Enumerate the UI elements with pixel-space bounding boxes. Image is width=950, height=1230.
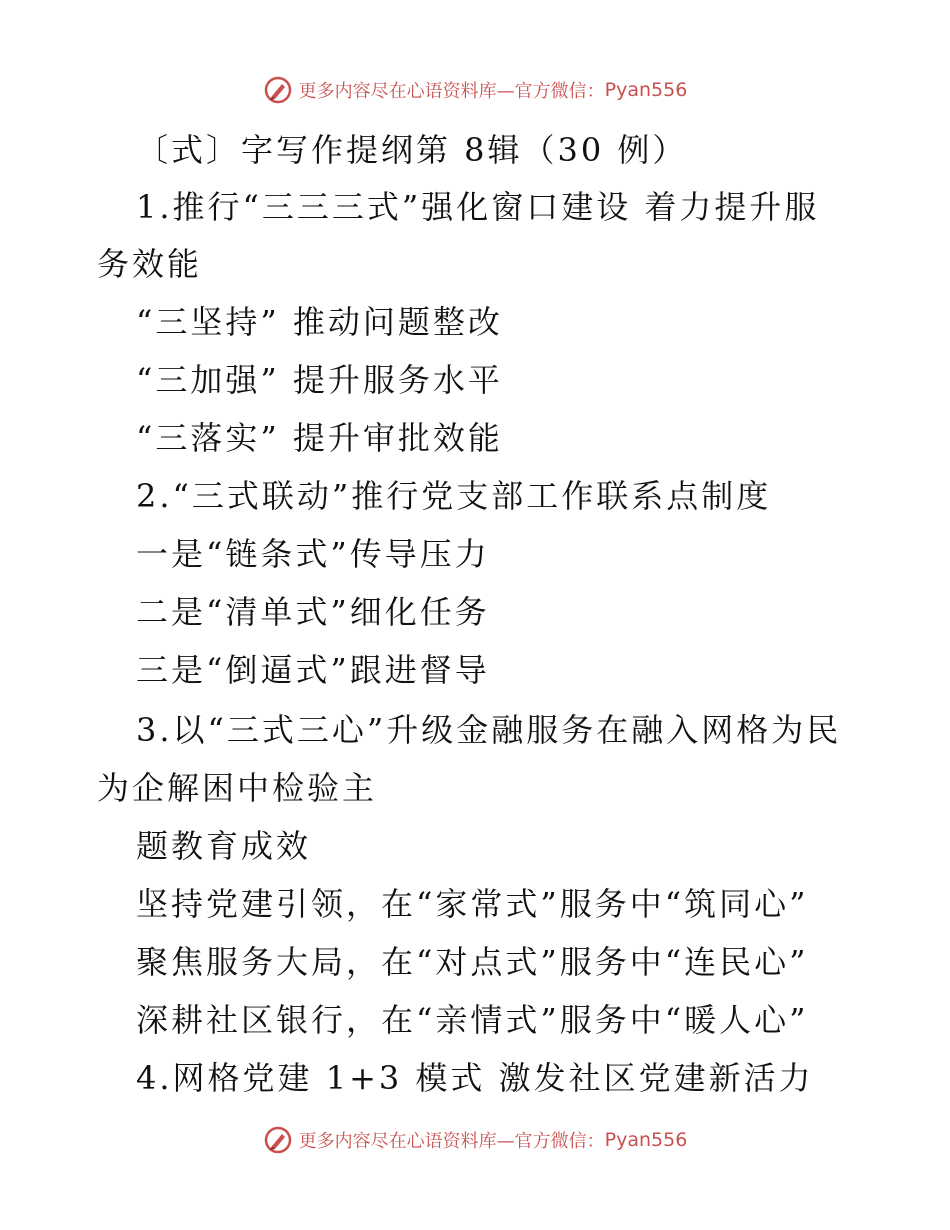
banner-text: 更多内容尽在心语资料库—官方微信：: [298, 81, 605, 102]
doc-line-8: 二是“清单式”细化任务: [136, 593, 490, 631]
banner-wechat-id: Pyan556: [604, 1129, 688, 1151]
doc-line-16: 4.网格党建 1+3 模式 激发社区党建新活力: [136, 1059, 814, 1097]
doc-line-10: 3.以“三式三心”升级金融服务在融入网格为民: [136, 711, 842, 749]
watermark-banner-bottom: [0, 1120, 950, 1160]
doc-line-7: 一是“链条式”传导压力: [136, 535, 490, 573]
banner-text: 更多内容尽在心语资料库—官方微信：: [298, 1131, 605, 1152]
doc-line-15: 深耕社区银行，在“亲情式”服务中“暖人心”: [136, 1001, 809, 1039]
doc-line-14: 聚焦服务大局，在“对点式”服务中“连民心”: [136, 943, 809, 981]
pen-logo-icon: [263, 1125, 293, 1155]
doc-line-4: “三加强” 提升服务水平: [136, 361, 503, 399]
pen-logo-icon: [263, 75, 293, 105]
doc-line-9: 三是“倒逼式”跟进督导: [136, 651, 490, 689]
doc-line-11: 为企解困中检验主: [97, 769, 378, 807]
doc-line-5: “三落实” 提升审批效能: [136, 419, 503, 457]
banner-wechat-id: Pyan556: [604, 79, 688, 101]
doc-line-2: 务效能: [97, 245, 203, 283]
doc-line-6: 2.“三式联动”推行党支部工作联系点制度: [136, 477, 772, 515]
doc-line-1: 1.推行“三三三式”强化窗口建设 着力提升服: [136, 188, 820, 226]
doc-title: 〔式〕字写作提纲第 8辑（30 例）: [136, 131, 688, 169]
doc-line-13: 坚持党建引领，在“家常式”服务中“筑同心”: [136, 885, 809, 923]
doc-line-12: 题教育成效: [136, 827, 312, 865]
doc-line-3: “三坚持” 推动问题整改: [136, 303, 503, 341]
watermark-banner-top: [0, 70, 950, 110]
